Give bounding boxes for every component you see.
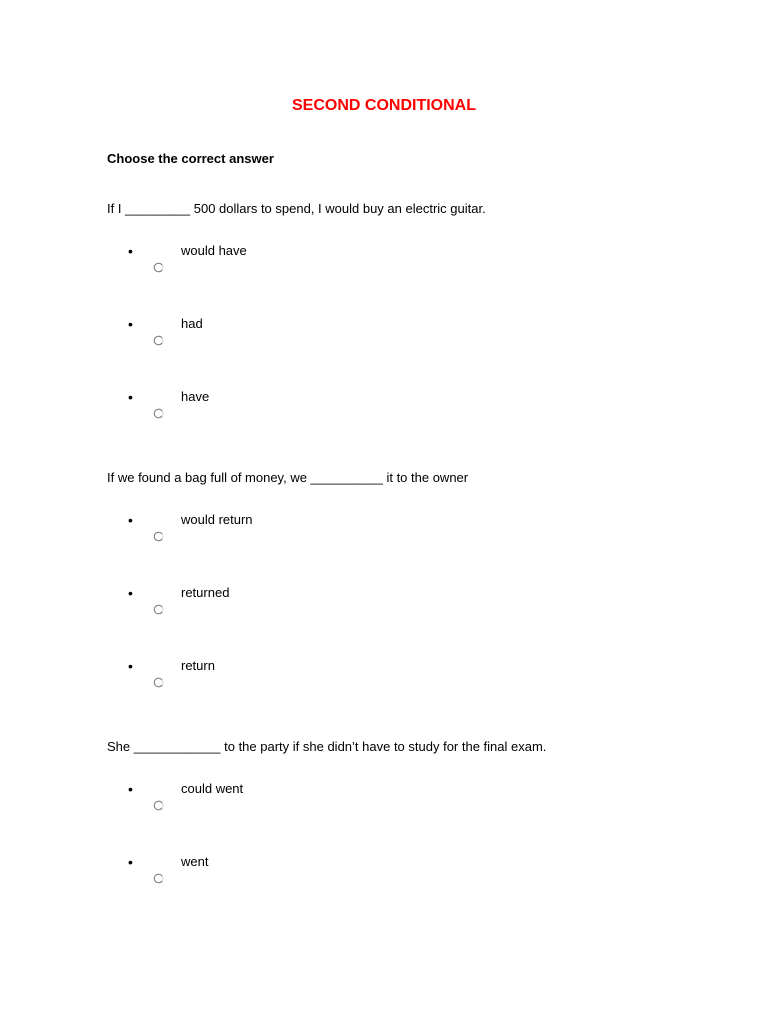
bullet-icon: • (128, 854, 133, 870)
question-3-option-1[interactable] (0, 780, 768, 820)
radio-button-icon[interactable] (153, 531, 164, 542)
bullet-icon: • (128, 512, 133, 528)
bullet-icon: • (128, 585, 133, 601)
option-label: returned (181, 585, 230, 600)
bullet-icon: • (128, 389, 133, 405)
option-label: return (181, 658, 215, 673)
question-2-option-2[interactable] (0, 584, 768, 624)
radio-button-icon[interactable] (153, 604, 164, 615)
option-label: went (181, 854, 209, 869)
question-1-option-2[interactable] (0, 315, 768, 355)
radio-button-icon[interactable] (153, 677, 164, 688)
radio-button-icon[interactable] (153, 335, 164, 346)
question-3-option-2[interactable] (0, 853, 768, 893)
radio-button-icon[interactable] (153, 873, 164, 884)
radio-button-icon[interactable] (153, 408, 164, 419)
bullet-icon: • (128, 316, 133, 332)
instruction-heading: Choose the correct answer (107, 151, 274, 166)
question-2-option-3[interactable] (0, 657, 768, 697)
bullet-icon: • (128, 781, 133, 797)
option-label: have (181, 389, 210, 404)
question-1-option-1[interactable] (0, 242, 768, 282)
option-label: could went (181, 781, 244, 796)
radio-button-icon[interactable] (153, 800, 164, 811)
question-2-option-1[interactable] (0, 511, 768, 551)
question-1-text: If I _________ 500 dollars to spend, I would buy an electric guitar. (107, 201, 486, 216)
question-1-option-3[interactable] (0, 388, 768, 428)
option-label: would return (181, 512, 253, 527)
option-label: would have (181, 243, 247, 258)
bullet-icon: • (128, 658, 133, 674)
page-title: SECOND CONDITIONAL (292, 97, 476, 114)
question-3-text: She ____________ to the party if she didn’t have to study for the final exam. (107, 739, 547, 754)
bullet-icon: • (128, 243, 133, 259)
option-label: had (181, 316, 203, 331)
radio-button-icon[interactable] (153, 262, 164, 273)
question-2-text: If we found a bag full of money, we __________ it to the owner (107, 470, 469, 485)
